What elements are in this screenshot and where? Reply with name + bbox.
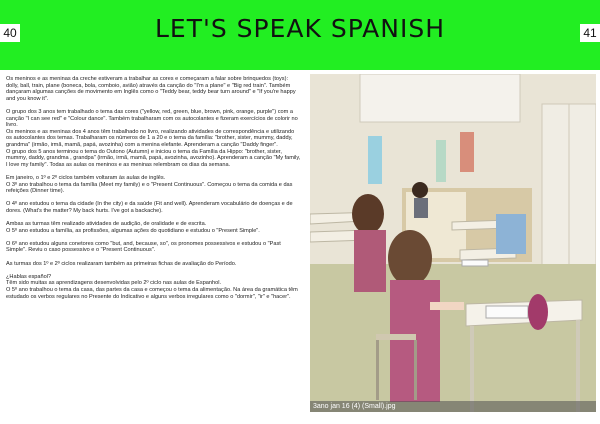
page-number-right: 41 bbox=[580, 24, 600, 42]
paragraph-3rd-grade: Em janeiro, o 1º e 2º ciclos também voltaram às aulas de inglês. O 3º ano trabalhou o tema da família (Meet my family) e o "Present Continuous". Começou o tema da comida e das refeições (Dinner time). bbox=[6, 174, 293, 195]
paragraph-spanish: ¿Hablas español? Têm sido muitas as aprendizagens desenvolvidas pelo 2º ciclo nas aulas de Espanhol. O 5º ano trabalhou o tema da casa, das partes da casa e começou o tema da alimentação. Na área da gramática têm estudado os verbos regulares no Presente do Indicativo e alguns verbos irregulares como o "dormir", "ir" e "hacer". bbox=[6, 273, 298, 300]
paragraph-4th-grade: O 4º ano estudou o tema da cidade (In the city) e da saúde (Fit and well). Aprenderam vocabulário de doenças e de dores. (What's the matter? My back hurts. I've got a backache). bbox=[6, 201, 293, 214]
article-text bbox=[6, 76, 301, 307]
paragraph-preschool: O grupo dos 3 anos tem trabalhado o tema das cores ("yellow, red, green, blue, brown, pink, orange, purple") com a canção "I can see red" e "Colour dance". Também trabalharam com os autocolantes e fizeram exercícios de colorir no livro. Os meninos e as meninas dos 4 anos têm trabalhado no livro, realizando atividades de correspondência e utilizando os autocolantes dos temas. Trabalharam os números de 1 a 20 e o tema da família: "brother, sister, mummy, daddy, grandma" (irmão, irmã, mamã, papá, avozinha) com a menina elefante. Aprenderam a canção "Daddy finger". O grupo dos 5 anos terminou o tema do Outono (Autumn) e iniciou o tema da Família da Hippo: "brother, sister, mummy, daddy, grandma , grandpa" (irmão, irmã, mamã, papá, avozinha, avozinho). Aprenderam a canção "My family, I love my family". Todas as aulas os meninos e as meninas relembram os dias da semana. bbox=[6, 108, 301, 168]
page-title: LET'S SPEAK SPANISH bbox=[154, 14, 446, 43]
classroom-illustration bbox=[310, 74, 596, 412]
paragraph-5th-grade: Ambas as turmas têm realizado atividades de audição, de oralidade e de escrita. O 5º ano estudou a família, as profissões, algumas ações do quotidiano e estudou o "Present Simple". bbox=[6, 221, 260, 234]
classroom-photo bbox=[310, 74, 596, 412]
paragraph-6th-grade: O 6º ano estudou alguns conetores como "but, and, because, so", os pronomes possessivos e estudou o "Past Simple". Reviu o caso possessivo e o "Present Continuous". bbox=[6, 240, 281, 254]
paragraph-creche: Os meninos e as meninas da creche estiveram a trabalhar as cores e começaram a falar sobre brinquedos (toys): dolly, ball, train, plane (boneca, bola, comboio, avião) através da canção do "I'm a plane" e "Big red train". Também dançaram algumas canções de movimento em Inglês como o "Teddy bear, teddy bear turn around" e "If you're happy and you know it". bbox=[6, 76, 296, 102]
page-number-left: 40 bbox=[0, 24, 20, 42]
header-banner bbox=[0, 0, 600, 70]
paragraph-assessment: As turmas dos 1º e 2º ciclos realizaram também as primeiras fichas de avaliação do Período. bbox=[6, 260, 237, 267]
photo-caption: 3ano jan 16 (4) (Small).jpg bbox=[310, 401, 596, 412]
